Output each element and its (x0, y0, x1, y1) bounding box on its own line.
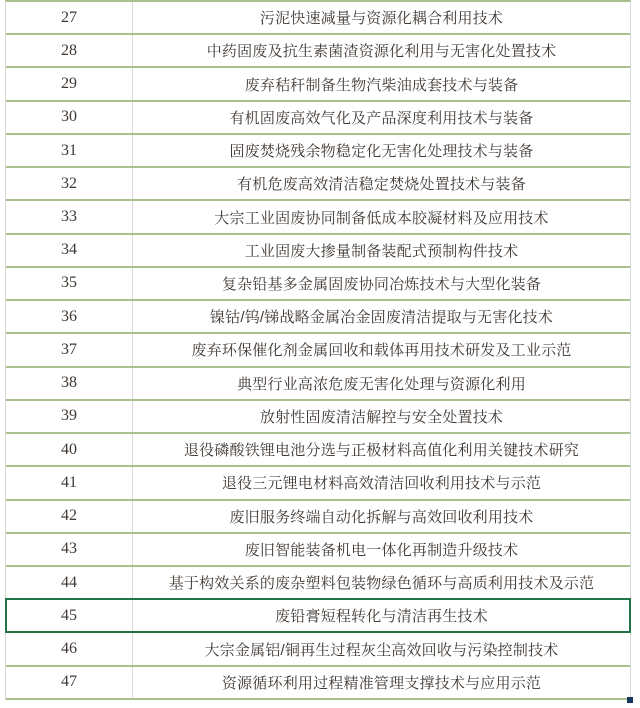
technology-name-cell[interactable]: 污泥快速减量与资源化耦合利用技术 (259, 10, 504, 28)
table-row (6, 268, 630, 301)
row-number-cell[interactable]: 36 (6, 301, 133, 332)
row-number-cell[interactable]: 32 (6, 168, 133, 199)
row-number-cell[interactable]: 39 (6, 401, 133, 432)
row-number-cell[interactable]: 38 (6, 368, 133, 399)
row-number-cell[interactable]: 45 (6, 600, 133, 631)
table-row (6, 68, 630, 101)
row-number-cell[interactable]: 30 (6, 102, 133, 133)
table-row (6, 467, 630, 500)
table-row (6, 667, 630, 700)
table-row (6, 2, 630, 35)
row-number-cell[interactable]: 28 (6, 35, 133, 66)
table-row (6, 235, 630, 268)
technology-name-cell[interactable]: 废弃环保催化剂金属回收和载体再用技术研发及工业示范 (191, 342, 572, 360)
row-number-cell[interactable]: 40 (6, 434, 133, 465)
table-row (6, 201, 630, 234)
table-row (6, 434, 630, 467)
technology-name-cell[interactable]: 资源循环利用过程精准管理支撑技术与应用示范 (221, 674, 542, 692)
table-row (6, 301, 630, 334)
technology-name-cell[interactable]: 大宗金属铝/铜再生过程灰尘高效回收与污染控制技术 (204, 641, 559, 659)
row-number-cell[interactable]: 29 (6, 68, 133, 99)
table-row (6, 334, 630, 367)
table-row (6, 534, 630, 567)
technology-name-cell[interactable]: 废旧服务终端自动化拆解与高效回收利用技术 (229, 508, 534, 526)
row-number-cell[interactable]: 37 (6, 334, 133, 365)
technology-name-cell[interactable]: 典型行业高浓危废无害化处理与资源化利用 (237, 375, 526, 393)
row-number-cell[interactable]: 41 (6, 467, 133, 498)
table-row (6, 135, 630, 168)
technology-name-cell[interactable]: 固废焚烧残余物稳定化无害化处理技术与装备 (229, 143, 534, 161)
technology-name-cell[interactable]: 有机危废高效清洁稳定焚烧处置技术与装备 (237, 176, 526, 194)
table-row-selected (6, 600, 630, 633)
technology-name-cell[interactable]: 镍钴/钨/锑战略金属冶金固废清洁提取与无害化技术 (209, 309, 554, 327)
table-row (6, 102, 630, 135)
fill-handle[interactable] (627, 697, 633, 703)
table-row (6, 633, 630, 666)
row-number-cell[interactable]: 42 (6, 501, 133, 532)
row-number-cell[interactable]: 44 (6, 567, 133, 598)
technology-name-cell[interactable]: 大宗工业固废协同制备低成本胶凝材料及应用技术 (214, 209, 549, 227)
table (5, 0, 631, 700)
technology-name-cell[interactable]: 有机固废高效气化及产品深度利用技术与装备 (229, 109, 534, 127)
row-number-cell[interactable]: 34 (6, 235, 133, 266)
table-row (6, 35, 630, 68)
row-number-cell[interactable]: 35 (6, 268, 133, 299)
row-number-cell[interactable]: 33 (6, 201, 133, 232)
table-row (6, 501, 630, 534)
technology-name-cell[interactable]: 放射性固废清洁解控与安全处置技术 (259, 408, 504, 426)
technology-name-cell[interactable]: 废弃秸秆制备生物汽柴油成套技术与装备 (244, 76, 519, 94)
table-row (6, 401, 630, 434)
row-number-cell[interactable]: 46 (6, 633, 133, 664)
technology-name-cell[interactable]: 工业固废大掺量制备装配式预制构件技术 (244, 242, 519, 260)
table-row (6, 567, 630, 600)
row-number-cell[interactable]: 47 (6, 667, 133, 698)
table-row (6, 368, 630, 401)
table-row (6, 168, 630, 201)
technology-name-cell[interactable]: 退役磷酸铁锂电池分选与正极材料高值化利用关键技术研究 (183, 442, 580, 460)
technology-name-cell[interactable]: 复杂铅基多金属固废协同冶炼技术与大型化装备 (221, 275, 542, 293)
row-number-cell[interactable]: 43 (6, 534, 133, 565)
technology-name-cell[interactable]: 废铅膏短程转化与清洁再生技术 (275, 608, 488, 626)
technology-name-cell[interactable]: 退役三元锂电材料高效清洁回收利用技术与示范 (221, 475, 542, 493)
row-number-cell[interactable]: 31 (6, 135, 133, 166)
technology-name-cell[interactable]: 废旧智能装备机电一体化再制造升级技术 (244, 541, 519, 559)
row-number-cell[interactable]: 27 (6, 2, 133, 33)
technology-name-cell[interactable]: 中药固废及抗生素菌渣资源化利用与无害化处置技术 (206, 43, 557, 61)
technology-name-cell[interactable]: 基于构效关系的废杂塑料包装物绿色循环与高质利用技术及示范 (168, 575, 595, 593)
